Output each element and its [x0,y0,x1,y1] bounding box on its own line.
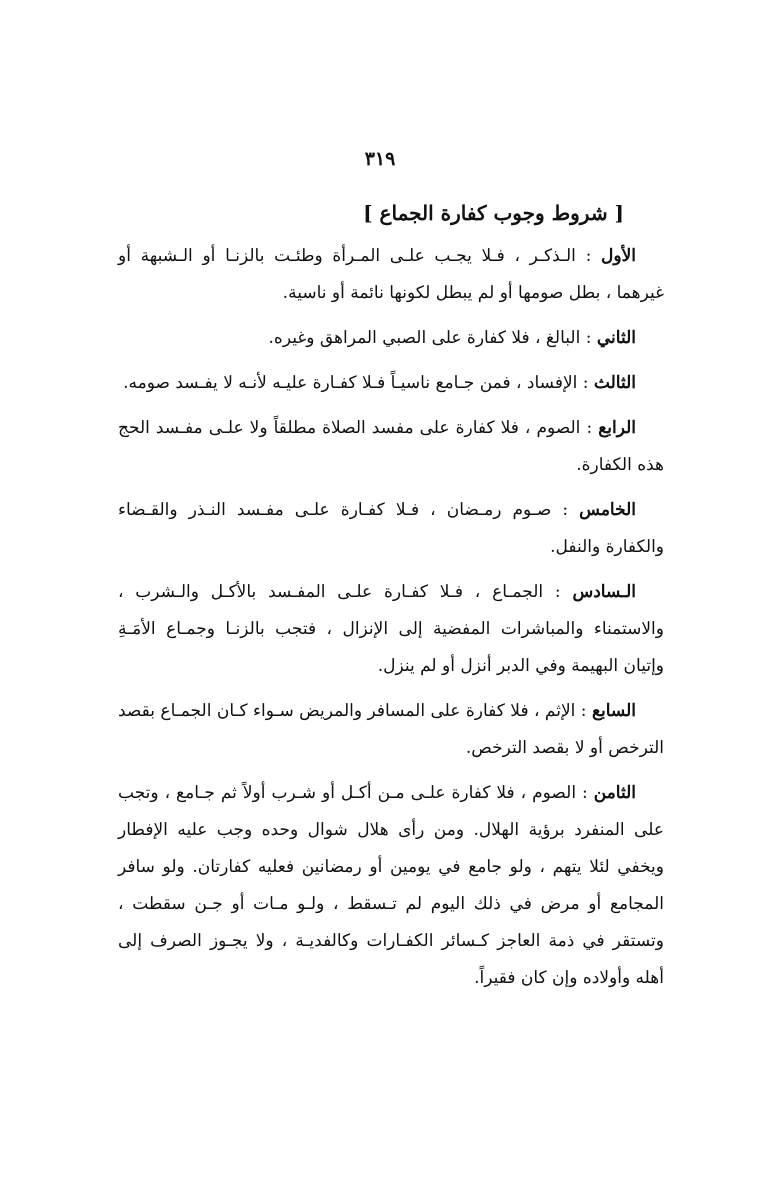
text-body [118,196,664,1005]
condition-paragraph-7 [118,693,664,767]
page-number: ٣١٩ [364,148,396,170]
section-heading: [ شروط وجوب كفارة الجماع ] [363,201,624,225]
condition-text: : الإثم ، فلا كفارة على المسافر والمريض سـواء كـان الجمـاع بقصد الترخص أو لا بقصد الترخص. [118,701,664,758]
condition-text: : الإفساد ، فمن جـامع ناسيـاً فـلا كفـارة عليـه لأنـه لا يفـسد صومه. [123,373,594,393]
condition-text: : الصوم ، فلا كفارة علـى مـن أكـل أو شـرب أولاً ثم جـامع ، وتجب على المنفرد برؤية الهلال. ومن رأى هلال شوال وحده وجب عليه الإفطار ويخفي لئلا يتهم ، ولو جامع في يومين أو رمضانين فعليه كفارتان. ولو سافر المجامع أو مرض في ذلك اليوم لم تـسقط ، ولـو مـات أو جـن سقطت ، وتستقر في ذمة العاجز كـسائر الكفـارات وكالفديـة ، ولا يجـوز الصرف إلى أهله وأولاده وإن كان فقيراً. [118,783,664,988]
condition-paragraph-5 [118,492,664,566]
condition-paragraph-2 [118,320,664,357]
condition-text: : صـوم رمـضان ، فـلا كفـارة علـى مفـسد النـذر والقـضاء والكفارة والنفل. [118,500,664,557]
condition-paragraph-4 [118,410,664,484]
condition-text: : الـذكـر ، فـلا يجـب علـى المـرأة وطئـت بالزنـا أو الـشبهة أو غيرهما ، بطل صومها أو لم يبطل لكونها نائمة أو ناسية. [118,246,664,303]
condition-paragraph-6 [118,574,664,685]
condition-label: الرابع [598,418,637,438]
condition-label: الأول [601,246,636,266]
condition-paragraph-3 [118,365,664,402]
condition-label: الخامس [579,500,636,520]
condition-label: الـسادس [572,582,636,602]
condition-text: : الصوم ، فلا كفارة على مفسد الصلاة مطلقاً ولا علـى مفـسد الحج هذه الكفارة. [118,418,664,475]
condition-label: الثامن [593,783,636,803]
condition-paragraph-1 [118,238,664,312]
condition-label: الثالث [593,373,636,393]
condition-text: : الجمـاع ، فـلا كفـارة علـى المفـسد بالأكـل والـشرب ، والاستمناء والمباشرات المفضية إلى الإنزال ، فتجب بالزنـا وجمـاع الأمَـةِ وإتيان البهيمة وفي الدبر أنزل أو لم ينزل. [118,582,664,676]
condition-paragraph-8 [118,775,664,997]
condition-label: السابع [591,701,636,721]
condition-text: : البالغ ، فلا كفارة على الصبي المراهق وغيره. [268,328,597,348]
condition-label: الثاني [596,328,636,348]
